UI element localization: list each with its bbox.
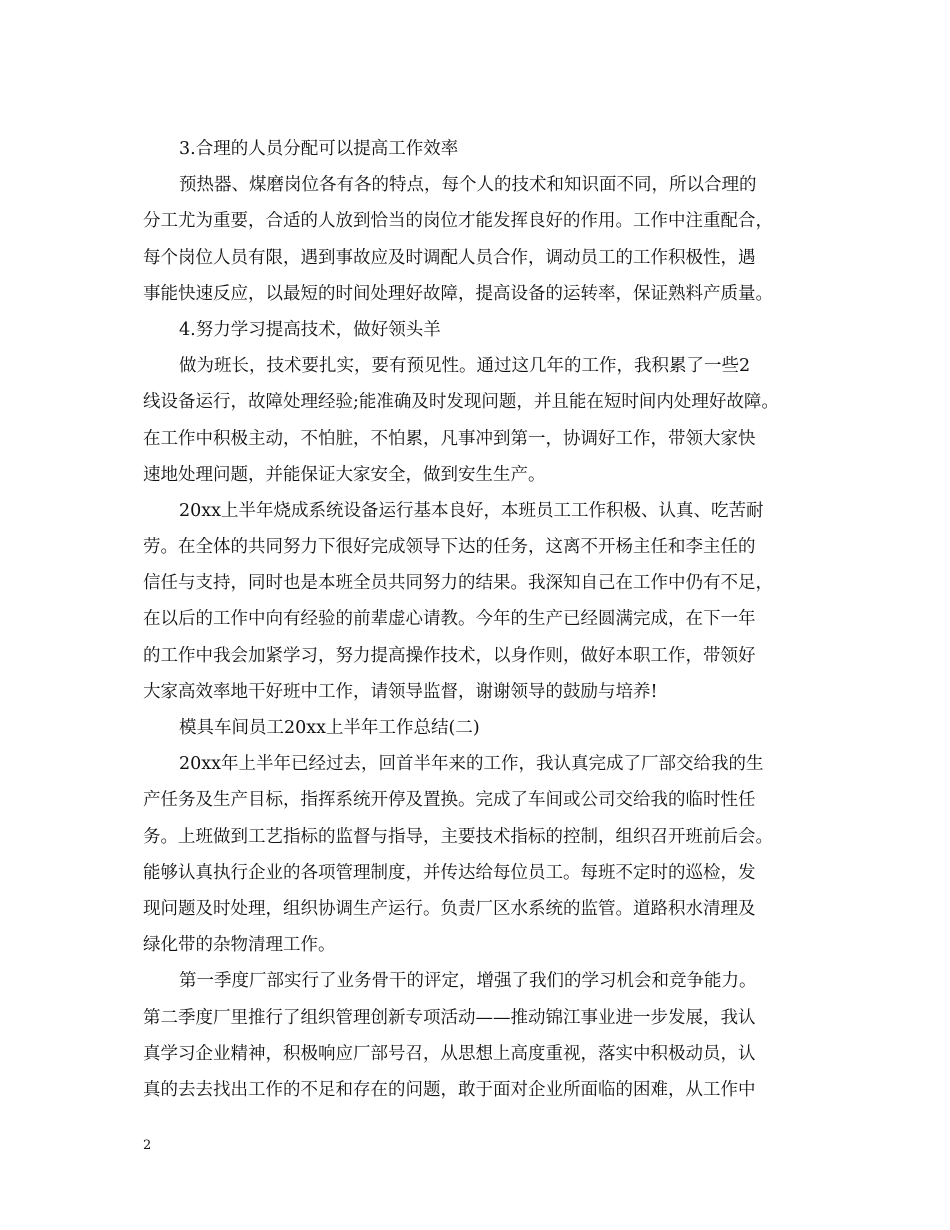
- text-line: 做为班长，技术要扎实，要有预见性。通过这几年的工作，我积累了一些2: [179, 356, 751, 377]
- text-line: 速地处理问题，并能保证大家安全，做到安生生产。: [143, 464, 546, 485]
- text-line: 第二季度厂里推行了组织管理创新专项活动——推动锦江事业进一步发展，我认: [143, 1007, 756, 1028]
- text-line: 每个岗位人员有限，遇到事故应及时调配人员合作，调动员工的工作积极性，遇: [143, 247, 756, 268]
- text-line: 现问题及时处理，组织协调生产运行。负责厂区水系统的监管。道路积水清理及: [143, 898, 756, 919]
- text-line: 能够认真执行企业的各项管理制度，并传达给每位员工。每班不定时的巡检，发: [143, 862, 756, 883]
- text-line: 务。上班做到工艺指标的监督与指导，主要技术指标的控制，组织召开班前后会。: [143, 826, 773, 847]
- text-line: 劳。在全体的共同努力下很好完成领导下达的任务，这离不开杨主任和李主任的: [143, 537, 756, 558]
- text-line: 大家高效率地干好班中工作，请领导监督，谢谢领导的鼓励与培养!: [143, 681, 658, 702]
- text-line: 模具车间员工20xx上半年工作总结(二): [179, 718, 480, 738]
- text-line: 在以后的工作中向有经验的前辈虚心请教。今年的生产已经圆满完成，在下一年: [143, 609, 756, 630]
- text-line: 4.努力学习提高技术，做好领头羊: [179, 319, 441, 340]
- text-line: 分工尤为重要，合适的人放到恰当的岗位才能发挥良好的作用。工作中注重配合，: [143, 211, 773, 232]
- text-line: 线设备运行，故障处理经验;能准确及时发现问题，并且能在短时间内处理好故障。: [143, 392, 779, 413]
- text-line: 真学习企业精神，积极响应厂部号召，从思想上高度重视，落实中积极动员，认: [143, 1043, 756, 1064]
- text-line: 20xx上半年烧成系统设备运行基本良好，本班员工工作积极、认真、吃苦耐: [179, 500, 764, 521]
- page-number: 2: [143, 1138, 152, 1153]
- text-line: 3.合理的人员分配可以提高工作效率: [179, 139, 459, 159]
- document-body: [143, 131, 823, 1108]
- text-line: 第一季度厂部实行了业务骨干的评定，增强了我们的学习机会和竞争能力。: [179, 971, 757, 992]
- text-line: 真的去去找出工作的不足和存在的问题，敢于面对企业所面临的困难，从工作中: [143, 1079, 756, 1100]
- text-line: 的工作中我会加紧学习，努力提高操作技术，以身作则，做好本职工作，带领好: [143, 645, 756, 666]
- text-line: 产任务及生产目标，指挥系统开停及置换。完成了车间或公司交给我的临时性任: [143, 790, 756, 811]
- text-line: 绿化带的杂物清理工作。: [143, 935, 336, 956]
- text-line: 在工作中积极主动，不怕脏，不怕累，凡事冲到第一，协调好工作，带领大家快: [143, 428, 756, 449]
- text-line: 预热器、煤磨岗位各有各的特点，每个人的技术和知识面不同，所以合理的: [179, 175, 757, 196]
- text-line: 事能快速反应，以最短的时间处理好故障，提高设备的运转率，保证熟料产质量。: [143, 283, 773, 304]
- text-line: 20xx年上半年已经过去，回首半年来的工作，我认真完成了厂部交给我的生: [179, 754, 764, 775]
- text-line: 信任与支持，同时也是本班全员共同努力的结果。我深知自己在工作中仍有不足，: [143, 573, 773, 594]
